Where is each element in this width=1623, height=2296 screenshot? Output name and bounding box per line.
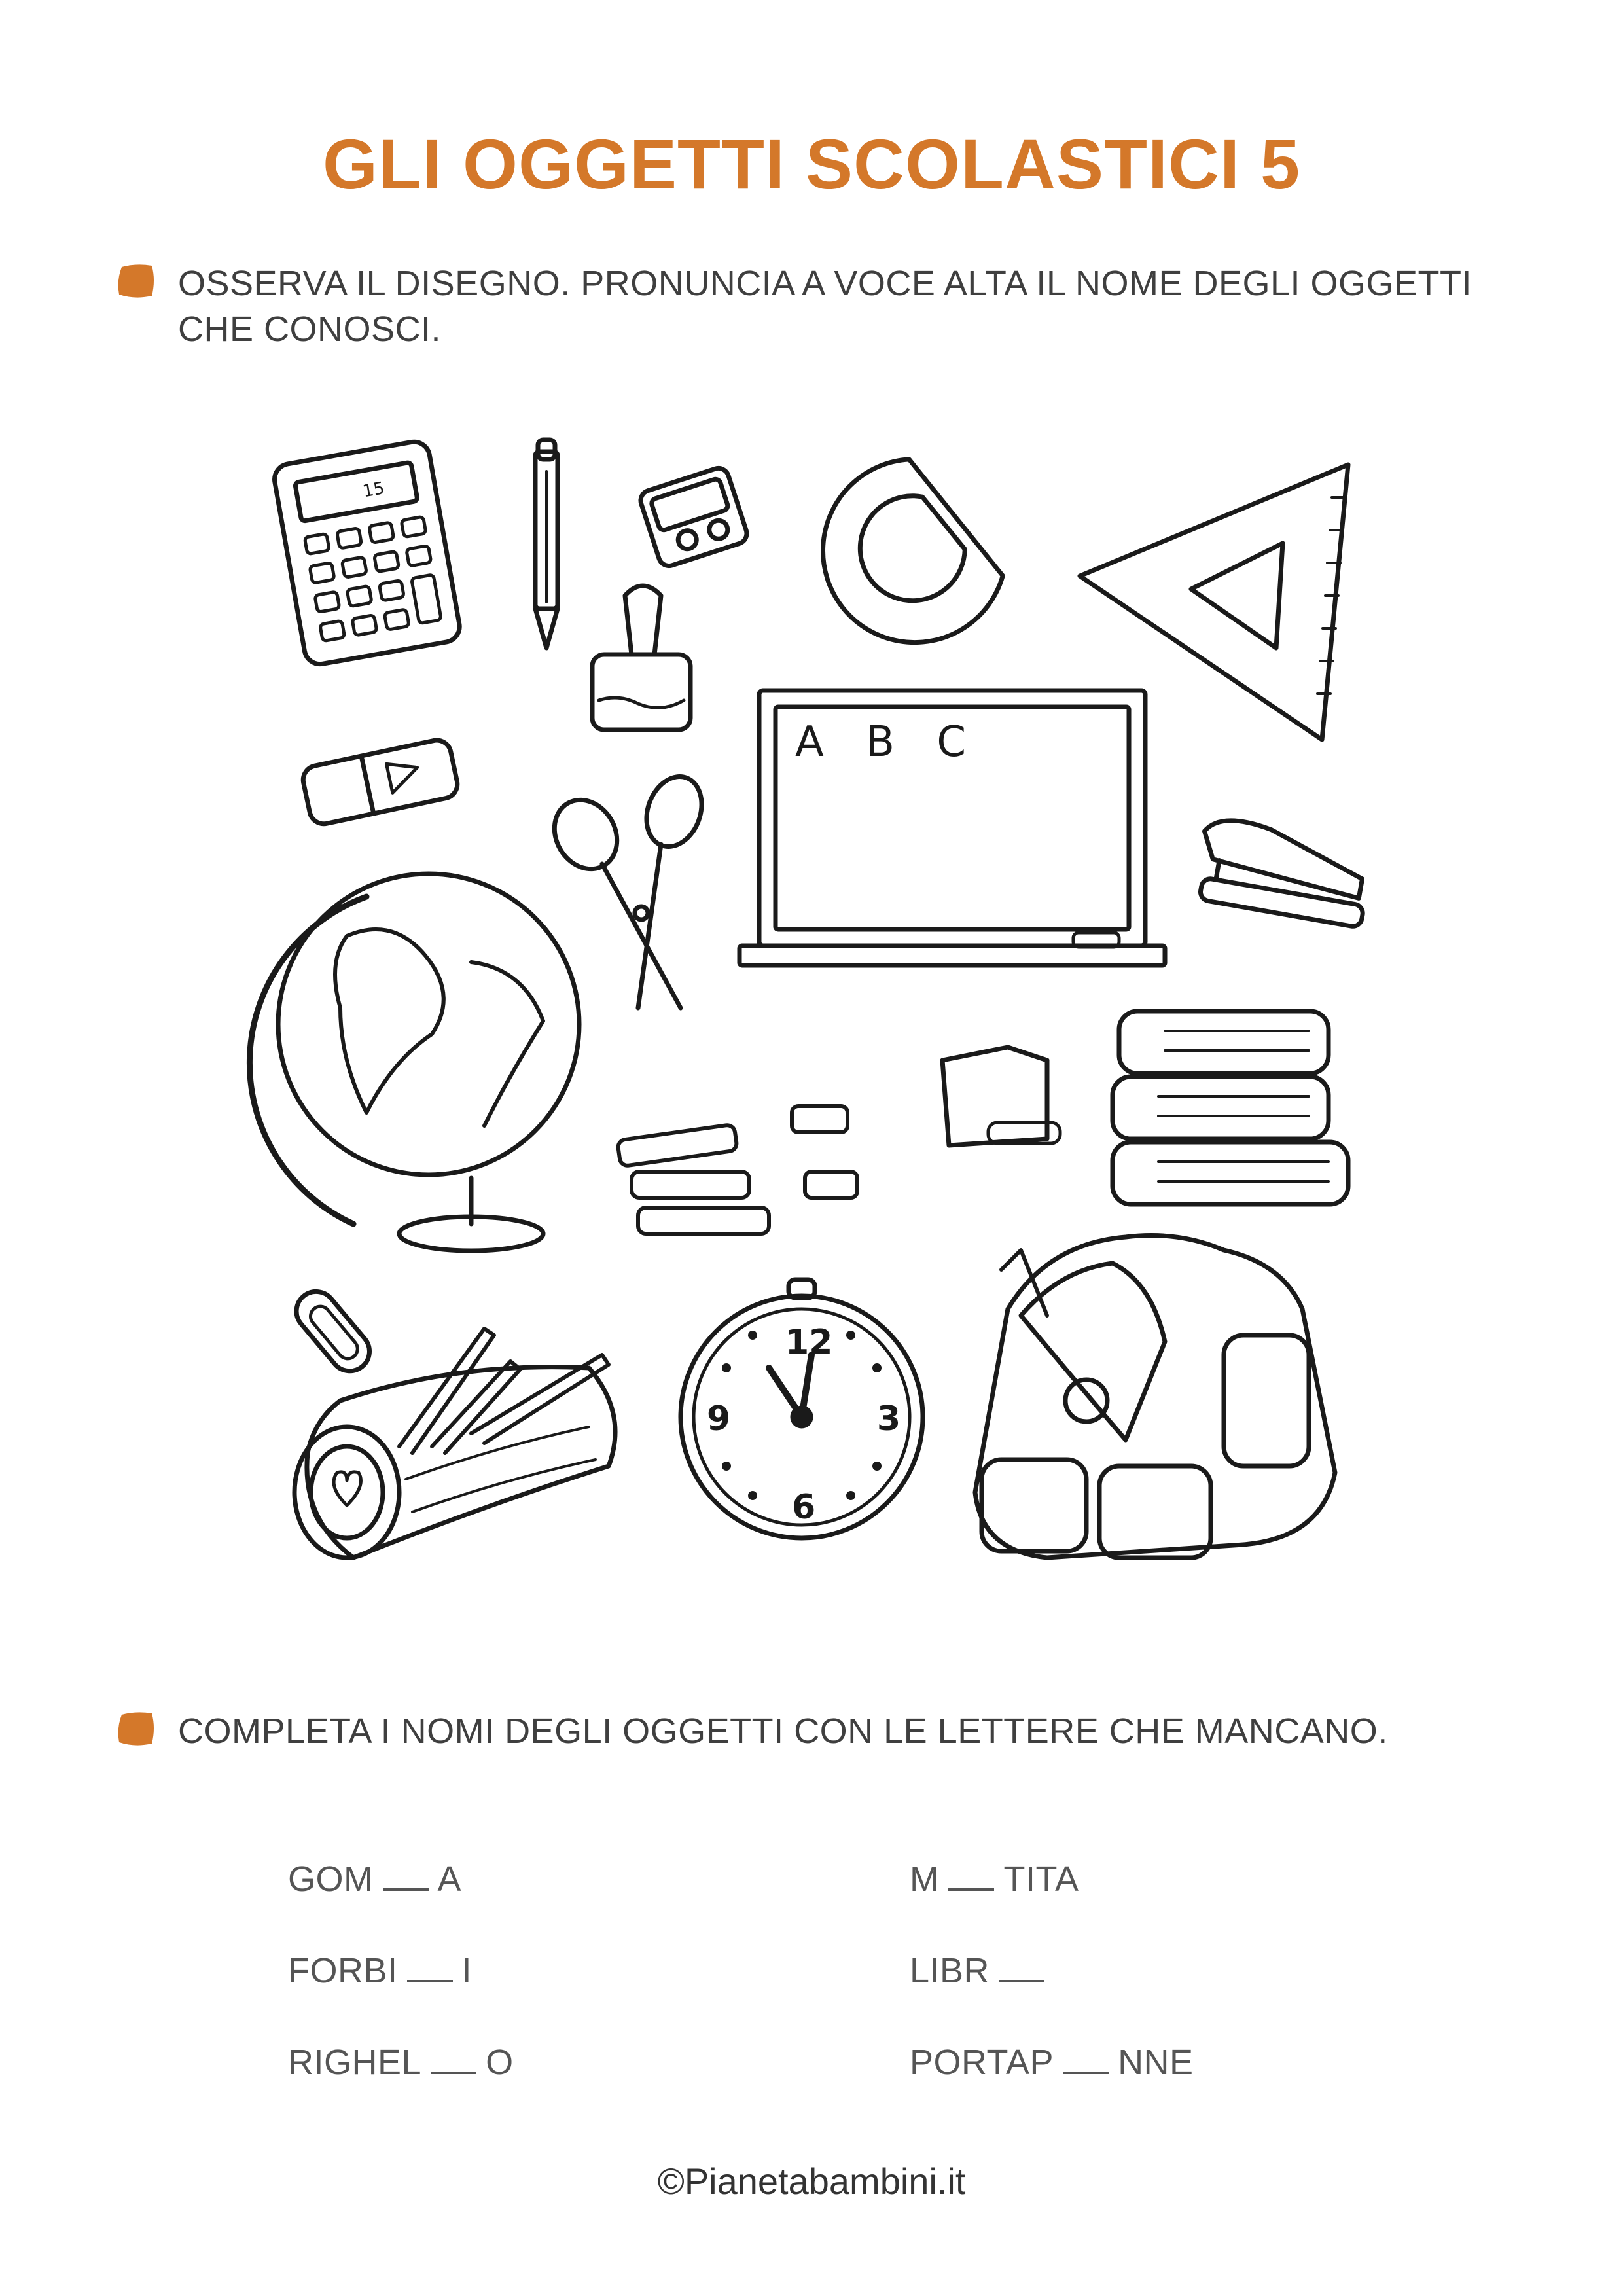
calculator-drawing [272, 439, 462, 666]
blank-line[interactable] [999, 1951, 1044, 1982]
blank-line[interactable] [1063, 2043, 1109, 2074]
word-part: LIBR [910, 1951, 990, 1990]
clock-number-12: 12 [785, 1323, 833, 1362]
eraser-drawing [300, 738, 460, 827]
protractor-drawing [808, 446, 1012, 657]
word-righello [288, 2042, 514, 2083]
bullet-icon [116, 1711, 156, 1746]
books-drawing [1113, 1011, 1348, 1204]
word-gomma [288, 1859, 461, 1899]
blank-line[interactable] [407, 1951, 453, 1982]
globe-drawing [249, 874, 579, 1251]
calculator-display: 15 [361, 478, 386, 502]
word-part: FORBI [288, 1951, 398, 1990]
chalk-drawing [942, 1047, 1060, 1145]
word-part: PORTAP [910, 2043, 1054, 2082]
instruction-text: OSSERVA IL DISEGNO. PRONUNCIA A VOCE ALTA IL NOME DEGLI OGGETTI CHE CONOSCI. [178, 264, 1472, 349]
backpack-drawing [975, 1236, 1335, 1558]
stapler-drawing [1192, 816, 1374, 928]
word-libro [910, 1950, 1054, 1991]
clock-number-6: 6 [792, 1488, 816, 1527]
glue-drawing [592, 586, 690, 730]
instruction-text: COMPLETA I NOMI DEGLI OGGETTI CON LE LETTERE CHE MANCANO. [178, 1712, 1388, 1751]
markers-drawing [617, 1106, 857, 1234]
word-part: TITA [1003, 1859, 1079, 1899]
word-matita [910, 1859, 1079, 1899]
clock-number-9: 9 [707, 1399, 731, 1439]
word-part: I [461, 1951, 473, 1990]
word-part: M [910, 1859, 940, 1899]
word-forbici [288, 1950, 472, 1991]
sharpener-drawing [638, 465, 749, 568]
word-part: RIGHEL [288, 2043, 422, 2082]
paperclip-drawing [289, 1283, 378, 1379]
word-portapenne [910, 2042, 1194, 2083]
word-part: GOM [288, 1859, 374, 1899]
blank-line[interactable] [431, 2043, 476, 2074]
instruction-complete [116, 1708, 1537, 1754]
footer-credit: ©Pianetabambini.it [657, 2161, 966, 2202]
word-part: O [486, 2043, 514, 2082]
blackboard-letters: A B C [795, 718, 981, 766]
word-part: NNE [1118, 2043, 1194, 2082]
pencil-case-drawing [294, 1329, 615, 1558]
clock-number-3: 3 [877, 1399, 901, 1439]
blank-line[interactable] [383, 1859, 429, 1891]
word-part: A [437, 1859, 462, 1899]
pencil-drawing [535, 440, 558, 648]
blank-line[interactable] [948, 1859, 994, 1891]
page-title: GLI OGGETTI SCOLASTICI 5 [322, 124, 1301, 204]
